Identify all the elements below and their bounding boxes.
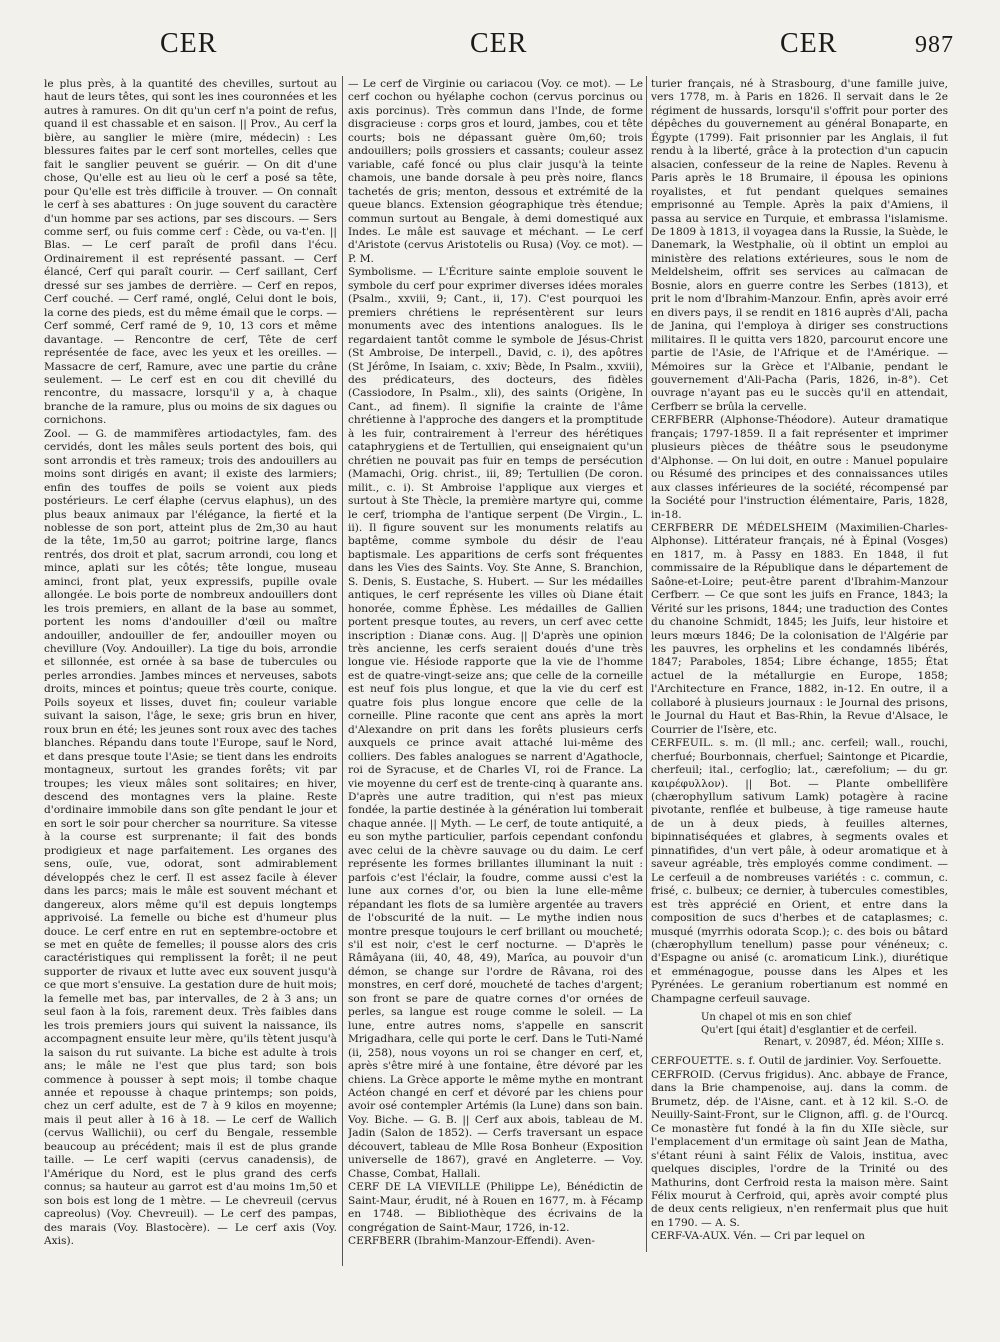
entry-cerf-va-aux: CERF-VA-AUX. Vén. — Cri par lequel on [651, 1230, 865, 1243]
text-column-2 [348, 78, 643, 1300]
paragraph-cerf-zoology: Zool. — G. de mammifères artiodactyles, fam. des cervidés, dont les mâles seuls portent des bois, qui sont arrondis et très rameux; trois des andouillers au moins sont dirigés en avant; il existe des larmiers; enfin des touffes de poils se voient aux pieds postérieurs. Le cerf élaphe (cervus elaphus), un des plus beaux animaux par l'élégance, la fierté et la noblesse de son port, atteint plus de 2m,30 au haut de la tête, 1m,50 au garrot; poitrine large, flancs rentrés, dos droit et plat, sacrum arrondi, cou long et mince, aplati sur les côtés; tête longue, museau aminci, front plat, yeux expressifs, pupille ovale allongée. Le bois porte de nombreux andouillers dont les trois premiers, en allant de la base au sommet, portent les noms d'andouiller d'œil ou maître andouiller, andouiller de fer, andouiller moyen ou chevillure (Voy. Andouiller). La tige du bois, arrondie et sillonnée, est ornée à sa base de tubercules ou perles arrondies. Jambes minces et nerveuses, sabots droits, minces et pointus; queue très courte, conique. Poils soyeux et lisses, duvet fin; couleur variable suivant la saison, l'âge, le sexe; gris brun en hiver, roux brun en été; les jeunes sont roux avec des taches blanches. Répandu dans toute l'Europe, sauf le Nord, et dans presque toute l'Asie; se tient dans les endroits montagneux, surtout les grandes forêts; vit par troupes; les vieux mâles sont solitaires; en hiver, descend des montagnes vers la plaine. Reste d'ordinaire immobile dans son gîte pendant le jour et en sort le soir pour chercher sa nourriture. Sa vitesse à la course est surprenante; il fait des bonds prodigieux et nage parfaitement. Les organes des sens, ouïe, vue, odorat, sont admirablement développés chez le cerf. Il est assez facile à élever dans les parcs; mais le mâle est souvent méchant et dangereux, alors même qu'il est depuis longtemps apprivoisé. La femelle ou biche est d'humeur plus douce. Le cerf entre en rut en septembre-octobre et se met en quête de femelles; il pousse alors des cris caractéristiques qui remplissent la forêt; il ne peut supporter de rivaux et lutte avec eux souvent jusqu'à ce que mort s'ensuive. La gestation dure de huit mois; la femelle met bas, par intervalles, de 2 à 3 ans; un seul faon à la fois, rarement deux. Très faibles dans les trois premiers jours qui suivent la naissance, ils accompagnent ensuite leur mère, qu'ils tètent jusqu'à la saison du rut suivante. La biche est adulte à trois ans; le mâle ne l'est que plus tard; son bois commence à pousser à sept mois; il tombe chaque année et repousse à chaque printemps; son poids, chez un cerf adulte, est de 7 à 9 kilos en moyenne; mais il peut aller à 16 à 18. — Le cerf de Wallich (cervus Wallichii), ou cerf du Bengale, ressemble beaucoup au précédent; mais il est de plus grande taille. — Le cerf wapiti (cervus canadensis), de l'Amérique du Nord, est le plus grand des cerfs connus; sa hauteur au garrot est d'au moins 1m,50 et son bois est long de 1 mètre. — Le chevreuil (cervus capreolus) (Voy. Chevreuil). — Le cerf des pampas, des marais (Voy. Blastocère). — Le cerf axis (Voy. Axis). [44, 427, 337, 1247]
entry-cerf-de-la-vieville: CERF DE LA VIEVILLE (Philippe Le), Bénédictin de Saint-Maur, érudit, né à Rouen en 1677, m. à Fécamp en 1748. — Bibliothèque des écrivains de la congrégation de Saint-Maur, 1726, in-12. [348, 1181, 643, 1234]
paragraph-cerf-symbolism: Symbolisme. — L'Écriture sainte emploie souvent le symbole du cerf pour exprimer diverses idées morales (Psalm., xxviii, 9; Cant., ii, 17). C'est pourquoi les premiers chrétiens le représentèrent sur leurs monuments avec des intentions analogues. Ils le regardaient tantôt comme le symbole de Jésus-Christ (St Ambroise, De interpell., David, c. i), des apôtres (St Jérôme, In Isaiam, c. xxiv; Bède, In Psalm., xxviii), des prédicateurs, des docteurs, des fidèles (Cassiodore, In Psalm., xli), des saints (Origène, In Cant., ad finem). Il signifie la crainte de l'âme chrétienne à l'approche des dangers et la promptitude à les fuir, contrairement à l'erreur des hérétiques cataphrygiens et de Tertullien, qui enseignaient qu'un chrétien ne pouvait pas fuir en temps de persécution (Mamachi, Orig. christ., iii, 89; Tertullien (De coron. milit., c. i). St Ambroise l'applique aux vierges et surtout à Ste Thècle, la première martyre qui, comme le cerf, triompha de l'antique serpent (De Virgin., L. ii). Il figure souvent sur les monuments relatifs au baptême, comme symbole du désir de l'eau baptismale. Les apparitions de cerfs sont fréquentes dans les Vies des Saints. Voy. Ste Anne, S. Branchion, S. Denis, S. Eustache, S. Hubert. — Sur les médailles antiques, le cerf représente les villes où Diane était honorée, comme Éphèse. Les médailles de Gallien portent presque toutes, au revers, un cerf avec cette inscription : Dianæ cons. Aug. || D'après une opinion très ancienne, les cerfs seraient doués d'une très longue vie. Hésiode rapporte que la vie de l'homme est de quatre-vingt-seize ans; que celle de la corneille est neuf fois plus longue, et que la vie du cerf est quatre fois plus longue encore que celle de la corneille. Pline raconte que cent ans après la mort d'Alexandre on prit dans les forêts plusieurs cerfs auxquels ce prince avait attaché lui-même des colliers. Des fables analogues se narrent d'Agathocle, roi de Syracuse, et de Charles VI, roi de France. La vie moyenne du cerf est de trente-cinq à quarante ans. D'après une autre tradition, qui n'est pas mieux fondée, la partie destinée à la génération lui tomberait chaque année. || Myth. — Le cerf, de toute antiquité, a eu son mythe particulier, parfois cependant confondu avec celui de la chèvre sauvage ou du daim. Le cerf représente les formes brillantes illuminant la nuit : parfois c'est l'éclair, la foudre, comme aussi c'est la lune aux cornes d'or, ou bien la lune elle-même répandant les flots de sa lumière argentée au travers de l'obscurité de la nuit. — Le mythe indien nous montre presque toujours le cerf brillant ou moucheté; s'il est noir, c'est le cerf nocturne. — D'après le Râmâyana (iii, 40, 48, 49), Marîca, au pouvoir d'un démon, se change sur l'ordre de Râvana, roi des monstres, en cerf doré, moucheté de taches d'argent; son front se pare de quatre cornes d'or ornées de perles, sa langue est rouge comme le soleil. — La lune, entre autres noms, s'appelle en sanscrit Mrigadhara, celle qui porte le cerf. Dans le Tuti-Namé (ii, 258), nous voyons un roi se changer en cerf, et, après s'être miré à une fontaine, être dévoré par les chiens. La Grèce apporte le même mythe en montrant Actéon changé en cerf et dévoré par les chiens pour avoir osé contempler Artémis (la Lune) dans son bain. Voy. Biche. — G. B. || Cerf aux abois, tableau de M. Jadin (Salon de 1852). — Cerfs traversant un espace découvert, tableau de Mlle Rosa Bonheur (Exposition universelle de 1867), gravé en Angleterre. — Voy. Chasse, Combat, Hallali. [348, 266, 643, 1180]
text-column-3 [651, 78, 948, 1310]
entry-cerfberr-ibrahim-cont: turier français, né à Strasbourg, d'une famille juive, vers 1778, m. à Paris en 1826. Il servait dans le 2e régiment de hussards, lorsqu'il s'offrit pour porter des dépêches du gouvernement au général Bonaparte, en Égypte (1799). Fait prisonnier par les Anglais, il fut rendu à la liberté, grâce à la protection d'un capucin alsacien, confesseur de la reine de Naples. Revenu à Paris après le 18 Brumaire, il épousa les opinions royalistes, et fut pendant quelques semaines emprisonné au Temple. Après la paix d'Amiens, il passa au service en Turquie, et embrassa l'islamisme. De 1809 à 1813, il voyagea dans la Russie, la Suède, le Danemark, la Westphalie, où il obtint un emploi au ministère des relations extérieures, sous le nom de Meldelsheim, offrit ses services au caïmacan de Bosnie, alors en guerre contre les Serbes (1813), et prit le nom d'Ibrahim-Manzour. Enfin, après avoir erré en divers pays, il se rendit en 1816 auprès d'Ali, pacha de Janina, qui l'employa à diriger ses constructions militaires. Il le quitta vers 1820, parcourut encore une partie de l'Asie, de l'Afrique et de l'Amérique. — Mémoires sur la Grèce et l'Albanie, pendant le gouvernement d'Ali-Pacha (Paris, 1826, in-8°). Cet ouvrage n'ayant pas eu le succès qu'il en attendait, Cerfberr se brûla la cervelle. [651, 78, 948, 413]
quote-source: Renart, v. 20987, éd. Méon; XIIIe s. [763, 1037, 944, 1049]
quote-line-1: Un chapel ot mis en son chief [701, 1012, 852, 1024]
entry-cerfeuil: CERFEUIL. s. m. (ll mll.; anc. cerfeil; wall., rouchi, cherfué; Bourbonnais, cherfuel; Saintonge et Picardie, cherfeuil; ital., cerfoglio; lat., cærefolium; — du gr. καιρέφυλλον). || Bot. — Plante ombellifère (chærophyllum sativum Lamk) potagère à racine pivotante, renflée et bulbeuse, à tige rameuse haute de un à deux pieds, à feuilles alternes, bipinnatiséquées et glabres, à segments ovales et pinnatifides, d'un vert pâle, à odeur aromatique et à saveur agréable, très employés comme condiment. — Le cerfeuil a de nombreuses variétés : c. commun, c. frisé, c. bulbeux; ce dernier, à tubercules comestibles, est très apprécié en Orient, et entre dans la composition de sucs d'herbes et de cataplasmes; c. musqué (myrrhis odorata Scop.); c. des bois ou bâtard (chærophyllum tenellum) passe pour vénéneux; c. d'Espagne ou anisé (c. aromaticum Link.), diurétique et emménagogue, pousse dans les Alpes et les Pyrénées. Le geranium robertianum est nommé en Champagne cerfeuil sauvage. [651, 737, 948, 1005]
entry-cerfouette: CERFOUETTE. s. f. Outil de jardinier. Voy. Serfouette. [651, 1055, 942, 1068]
column-rule-right [646, 76, 647, 1252]
paragraph-cerf-species: — Le cerf de Virginie ou cariacou (Voy. ce mot). — Le cerf cochon ou hyélaphe cochon (cervus porcinus ou axis porcinus). Très commun dans l'Inde, de forme disgracieuse : corps gros et lourd, jambes, cou et tête courts; bois ne dépassant guère 0m,60; trois andouillers; poils grossiers et cassants; couleur assez variable, café foncé ou plus clair jusqu'à la teinte chamois, une bande dorsale à peu près noire, flancs tachetés de gris; menton, dessous et extrémité de la queue blancs. Extension géographique très étendue; commun surtout au Bengale, à demi domestiqué aux Indes. Le mâle est sauvage et méchant. — Le cerf d'Aristote (cervus Aristotelis ou Rusa) (Voy. ce mot). — P. M. [348, 78, 643, 265]
entry-cerfberr-ibrahim-start: CERFBERR (Ibrahim-Manzour-Effendi). Aven- [348, 1234, 595, 1247]
running-head-center: CER [470, 28, 528, 59]
paragraph-cerf-expressions: le plus près, à la quantité des chevilles, surtout au haut de leurs têtes, qui sont les ines couronnées et les autres à ramures. On dit qu'un cerf n'a point de refus, quand il est chassable et en saison. || Prov., Au cerf la bière, au sanglier le mière (mire, médecin) : Les blessures faites par le cerf sont mortelles, celles que fait le sanglier peuvent se guérir. — On dit d'une chose, Qu'elle est au lieu où le cerf a posé sa tête, pour Qu'elle est très difficile à trouver. — On connaît le cerf à ses abattures : On juge souvent du caractère d'un homme par ses actions, par ses discours. — Sers comme serf, ou fuis comme cerf : Cède, ou va-t'en. || Blas. — Le cerf paraît de profil dans l'écu. Ordinairement il est représenté passant. — Cerf élancé, Cerf qui paraît courir. — Cerf saillant, Cerf dressé sur ses jambes de derrière. — Cerf en repos, Cerf couché. — Cerf ramé, onglé, Celui dont le bois, la corne des pieds, est du même émail que le corps. — Cerf sommé, Cerf ramé de 9, 10, 13 cors et même davantage. — Rencontre de cerf, Tête de cerf représentée de face, avec les yeux et les oreilles. — Massacre de cerf, Ramure, avec une partie du crâne seulement. — Le cerf est en cou dit chevillé du rencontre, du massacre, lorsqu'il y a, à chaque branche de la ramure, plus ou moins de six dagues ou cornichons. [44, 78, 337, 427]
page-number: 987 [915, 32, 954, 58]
entry-cerfroid: CERFROID. (Cervus frigidus). Anc. abbaye de France, dans la Brie champenoise, auj. dans la comm. de Brumetz, dép. de l'Aisne, cant. et à 12 kil. S.-O. de Neuilly-Saint-Front, sur le Clignon, affl. g. de l'Ourcq. Ce monastère fut fondé à la fin du XIIe siècle, sur l'emplacement d'un ermitage où saint Jean de Matha, s'étant réuni à saint Félix de Valois, institua, avec quelques disciples, l'ordre de la Trinité ou des Mathurins, dont Cerfroid resta la maison mère. Saint Félix mourut à Cerfroid, qui, après avoir compté plus de deux cents religieux, n'en renfermait plus que huit en 1790. — A. S. [651, 1068, 948, 1229]
entry-cerfberr-alphonse: CERFBERR (Alphonse-Théodore). Auteur dramatique français; 1797-1859. Il a fait représenter et imprimer plusieurs pièces de théâtre sous le pseudonyme d'Alphonse. — On lui doit, en outre : Manuel populaire ou Résumé des principes et des connaissances utiles aux classes inférieures de la société, récompensé par la Société pour l'instruction élémentaire, Paris, 1828, in-18. [651, 414, 948, 521]
column-rule-left [342, 76, 343, 1266]
running-head-right: CER [780, 28, 838, 59]
quote-line-2: Qu'ert [qui était] d'esglantier et de cerfeil. [701, 1024, 918, 1036]
running-head-left: CER [160, 28, 218, 59]
text-column-1 [44, 78, 337, 1310]
entry-cerfberr-de-medelsheim: CERFBERR DE MÉDELSHEIM (Maximilien-Charles-Alphonse). Littérateur français, né à Épinal (Vosges) en 1817, m. à Passy en 1883. En 1848, il fut commissaire de la République dans le département de Saône-et-Loire; peut-être parent d'Ibrahim-Manzour Cerfberr. — Ce que sont les juifs en France, 1843; la Vérité sur les prisons, 1844; une traduction des Contes du chanoine Schmidt, 1845; les Juifs, leur histoire et leurs mœurs 1846; De la colonisation de l'Algérie par les pauvres, les orphelins et les condamnés libérés, 1847; Paraboles, 1854; Libre échange, 1855; État actuel de la métallurgie en Europe, 1858; l'Architecture en France, 1882, in-12. En outre, il a collaboré à plusieurs journaux : le Journal des prisons, le Journal du Haut et Bas-Rhin, la Revue d'Alsace, le Courrier de l'Isère, etc. [651, 521, 948, 736]
verse-quotation [701, 1012, 948, 1049]
